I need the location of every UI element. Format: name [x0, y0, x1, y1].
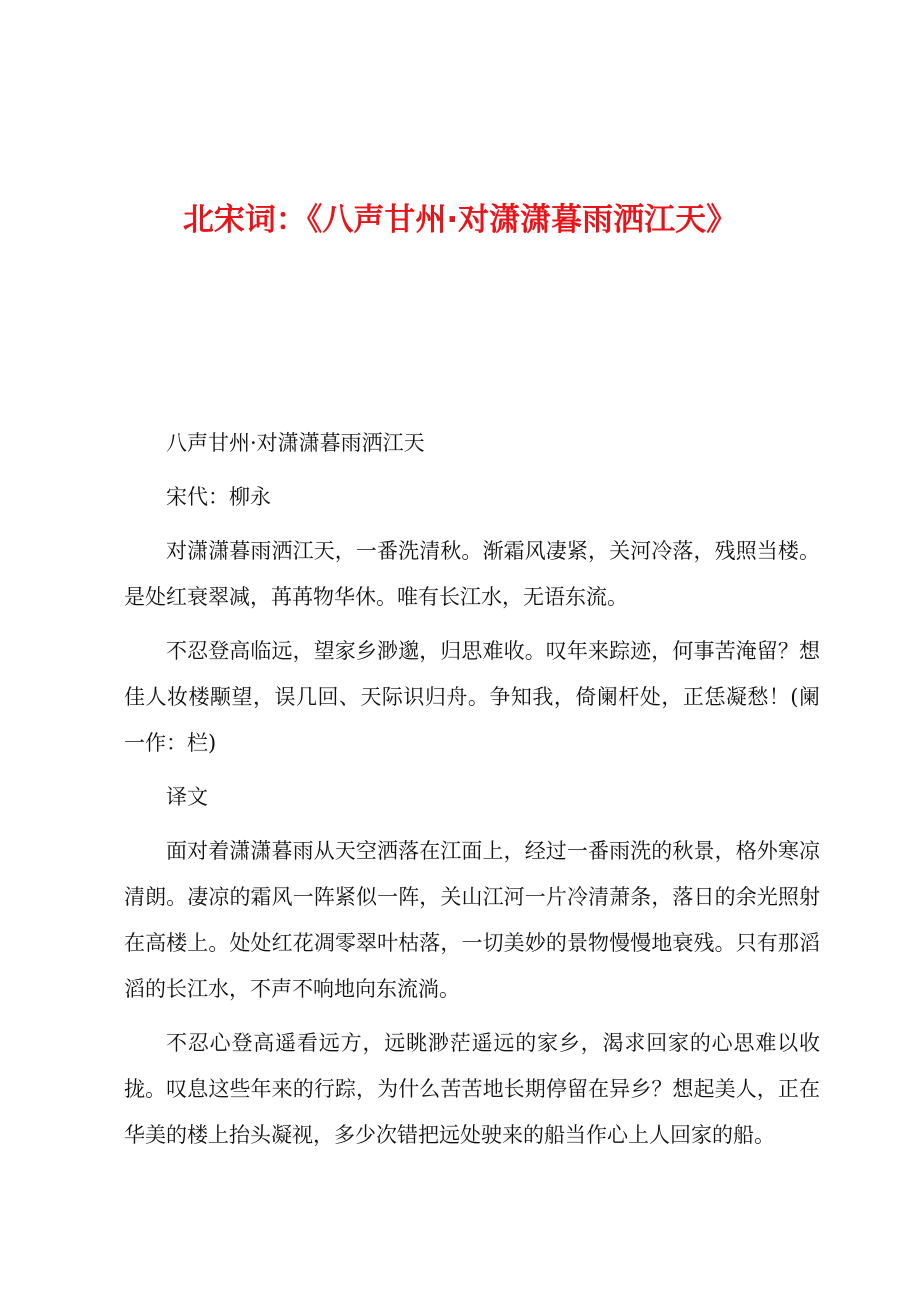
translation-paragraph-2: 不忍心登高遥看远方，远眺渺茫遥远的家乡，渴求回家的心思难以收拢。叹息这些年来的行踪，为什么苦苦地长期停留在异乡？想起美人，正在华美的楼上抬头凝视，多少次错把远处驶来的船当作心上人回家的船。 [124, 1031, 820, 1147]
translation-heading: 译文 [166, 785, 208, 809]
poem-stanza-2: 不忍登高临远，望家乡渺邈，归思难收。叹年来踪迹，何事苦淹留？想佳人妆楼颙望，误几回、天际识归舟。争知我，倚阑杆处，正恁凝愁！(阑一作：栏) [124, 639, 820, 755]
document-body [124, 420, 820, 1166]
poem-title: 八声甘州·对潇潇暮雨洒江天 [166, 431, 425, 455]
poem-author: 宋代：柳永 [166, 485, 271, 509]
document-title: 北宋词：《八声甘州·对潇潇暮雨洒江天》 [182, 202, 738, 238]
poem-stanza-1: 对潇潇暮雨洒江天，一番洗清秋。渐霜风凄紧，关河冷落，残照当楼。是处红衰翠减，苒苒物华休。唯有长江水，无语东流。 [124, 539, 820, 609]
translation-paragraph-1: 面对着潇潇暮雨从天空洒落在江面上，经过一番雨洗的秋景，格外寒凉清朗。凄凉的霜风一阵紧似一阵，关山江河一片冷清萧条，落日的余光照射在高楼上。处处红花凋零翠叶枯落，一切美妙的景物慢慢地衰残。只有那滔滔的长江水，不声不响地向东流淌。 [124, 839, 820, 1001]
